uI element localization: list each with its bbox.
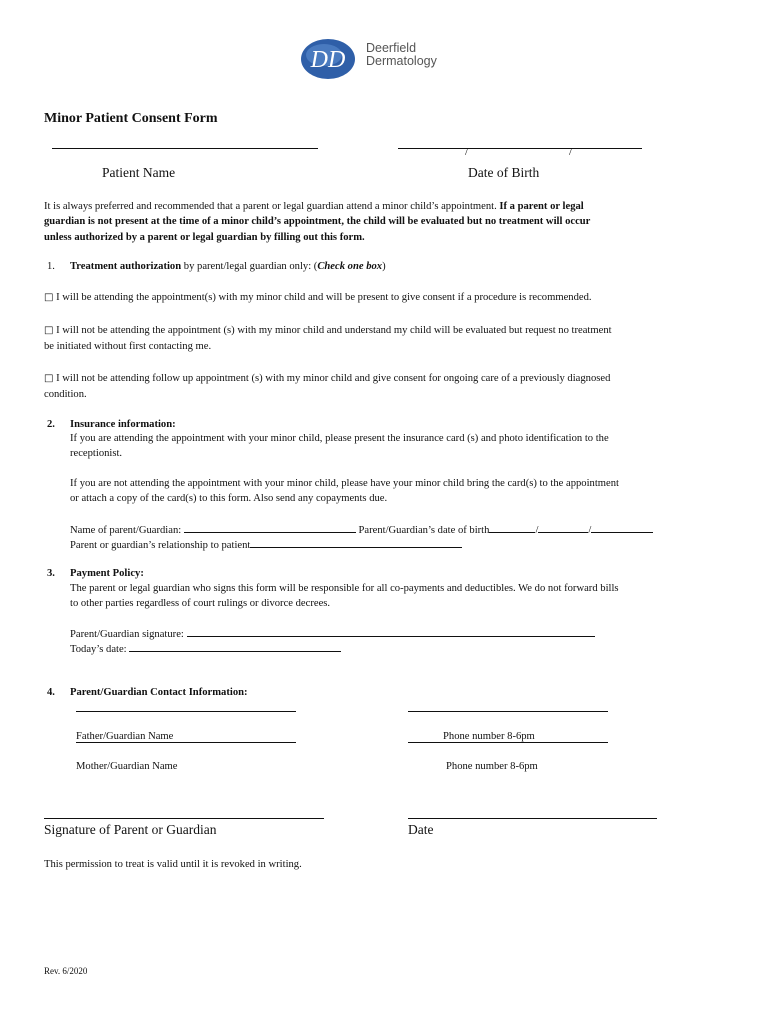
- guardian-name-row: Name of parent/Guardian: Parent/Guardian’s date of birth / /: [70, 521, 653, 539]
- guardian-name-label: Name of parent/Guardian:: [70, 525, 182, 536]
- option-1: [44, 290, 592, 306]
- section-4-title: Parent/Guardian Contact Information:: [70, 687, 248, 698]
- logo-line-2: Dermatology: [366, 54, 437, 68]
- intro-line-3: unless authorized by a parent or legal guardian by filling out this form.: [44, 232, 365, 243]
- clinic-logo-mark: [300, 38, 356, 80]
- clinic-logo-text: [366, 42, 437, 68]
- mother-phone-label: Phone number 8-6pm: [446, 761, 538, 772]
- intro-bold-1: If a parent or legal: [499, 201, 584, 212]
- today-date-label: Today’s date:: [70, 644, 127, 655]
- section-2-title: Insurance information:: [70, 419, 176, 430]
- option-2-line-2: be initiated without first contacting me.: [44, 341, 212, 352]
- intro-line-2: guardian is not present at the time of a minor child’s appointment, the child will be evaluated but no treatment will occur: [44, 216, 591, 227]
- guardian-signature-label: Parent/Guardian signature:: [70, 629, 184, 640]
- section-3-line-1: The parent or legal guardian who signs this form will be responsible for all co-payments and deductibles. We do not forward bills: [70, 583, 619, 594]
- option-1-checkbox[interactable]: □: [44, 292, 54, 303]
- section-2-p1-line-1: If you are attending the appointment with your minor child, please present the insurance card (s) and photo identification to the: [70, 433, 609, 444]
- option-3-line-2: condition.: [44, 389, 87, 400]
- section-3-number: 3.: [47, 568, 55, 579]
- logo-initials: DD: [310, 47, 346, 73]
- validity-note: This permission to treat is valid until it is revoked in writing.: [44, 859, 302, 870]
- father-phone-label: Phone number 8-6pm: [443, 731, 535, 742]
- today-date-field[interactable]: [129, 640, 341, 652]
- section-1-italic: Check one box: [317, 261, 383, 272]
- parent-signature-field[interactable]: [44, 818, 324, 819]
- section-1-rest: by parent/legal guardian only: (: [181, 261, 318, 272]
- parent-signature-label: Signature of Parent or Guardian: [44, 822, 217, 837]
- intro-line-1: [44, 199, 584, 215]
- mother-name-label: Mother/Guardian Name: [76, 761, 178, 772]
- section-1-title: Treatment authorization: [70, 261, 182, 272]
- father-name-label: Father/Guardian Name: [76, 731, 174, 742]
- guardian-dob-year-field[interactable]: [591, 521, 653, 533]
- father-name-field[interactable]: [76, 711, 296, 712]
- option-1-text: I will be attending the appointment(s) with my minor child and will be present to give consent if a procedure is recommended.: [53, 292, 592, 303]
- mother-name-field[interactable]: [76, 742, 296, 743]
- dob-slash-2: /: [569, 146, 573, 158]
- dob-slash-1: /: [465, 146, 469, 158]
- relationship-field[interactable]: [250, 536, 462, 548]
- signature-date-label: Date: [408, 822, 434, 837]
- father-phone-field[interactable]: [408, 711, 608, 712]
- section-1-heading: [70, 259, 386, 275]
- section-2-number: 2.: [47, 419, 55, 430]
- section-4-number: 4.: [47, 687, 55, 698]
- patient-name-field[interactable]: [52, 148, 318, 149]
- patient-name-label: Patient Name: [102, 165, 176, 180]
- option-2-line-1: [44, 323, 612, 339]
- option-3-checkbox[interactable]: □: [44, 373, 54, 384]
- guardian-dob-label: Parent/Guardian’s date of birth: [358, 525, 490, 536]
- section-1-close: ): [382, 261, 386, 272]
- section-2-p2-line-2: or attach a copy of the card(s) to this form. Also send any copayments due.: [70, 493, 388, 504]
- intro-regular: It is always preferred and recommended that a parent or legal guardian attend a minor child’s appointment.: [44, 201, 497, 212]
- guardian-dob-day-field[interactable]: [538, 521, 588, 533]
- section-1-number: 1.: [47, 261, 55, 272]
- option-3-line-1: [44, 371, 610, 387]
- section-2-p2-line-1: If you are not attending the appointment with your minor child, please have your minor child bring the card(s) to the appointment: [70, 478, 619, 489]
- section-3-line-2: to other parties regardless of court rulings or divorce decrees.: [70, 598, 331, 609]
- guardian-name-field[interactable]: [184, 521, 356, 533]
- today-date-row: [70, 640, 341, 658]
- mother-phone-field[interactable]: [408, 742, 608, 743]
- option-2-checkbox[interactable]: □: [44, 325, 54, 336]
- guardian-signature-field[interactable]: [187, 625, 595, 637]
- option-3-text: I will not be attending follow up appointment (s) with my minor child and give consent for ongoing care of a previously diagnosed: [53, 373, 611, 384]
- logo-line-1: Deerfield: [366, 41, 417, 55]
- relationship-row: [70, 536, 462, 554]
- relationship-label: Parent or guardian’s relationship to patient: [70, 540, 251, 551]
- section-3-title: Payment Policy:: [70, 568, 144, 579]
- dob-label: Date of Birth: [468, 165, 540, 180]
- section-2-p1-line-2: receptionist.: [70, 448, 123, 459]
- revision-note: Rev. 6/2020: [44, 966, 88, 976]
- form-title: Minor Patient Consent Form: [44, 111, 218, 126]
- signature-date-field[interactable]: [408, 818, 657, 819]
- guardian-dob-month-field[interactable]: [489, 521, 535, 533]
- option-2-text: I will not be attending the appointment (s) with my minor child and understand my child will be evaluated but request no treatment: [53, 325, 612, 336]
- dob-field[interactable]: [398, 148, 642, 149]
